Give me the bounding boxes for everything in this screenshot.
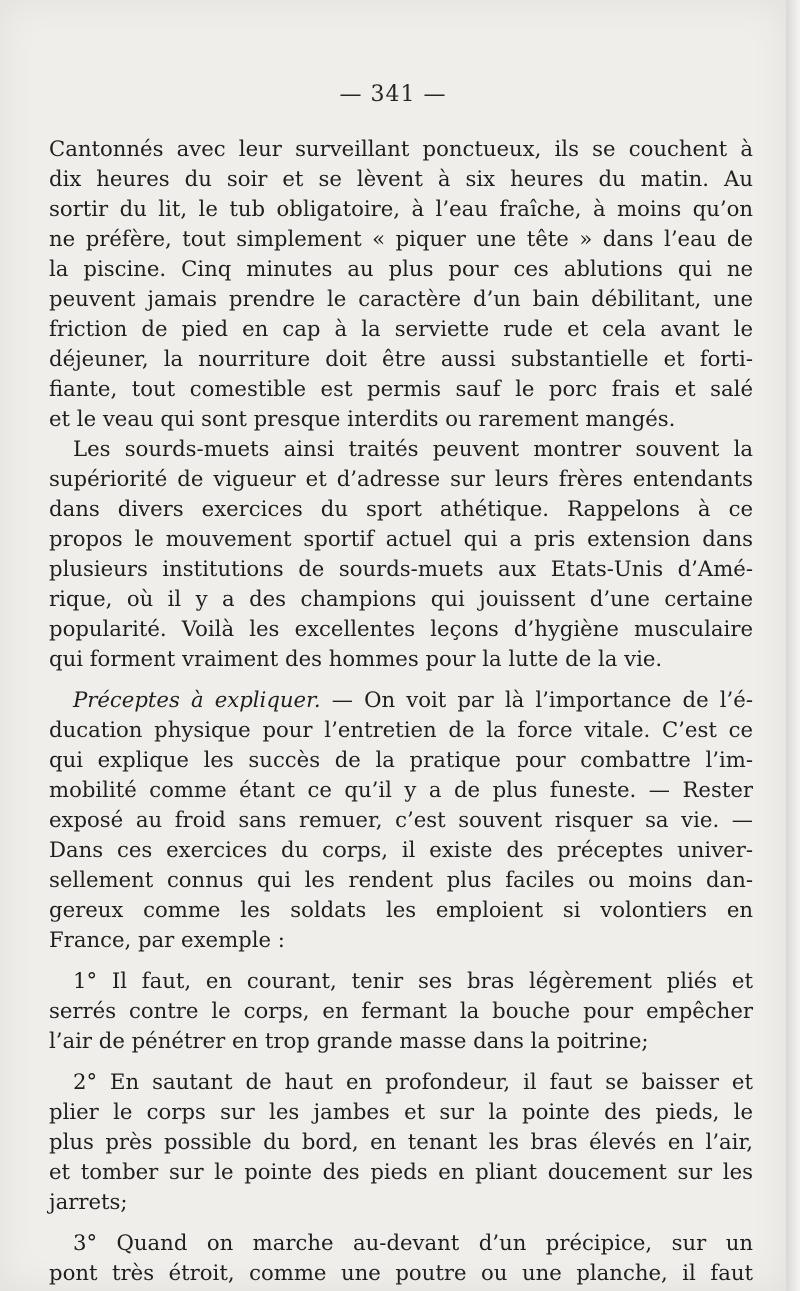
text-line: déjeuner, la nourriture doit être aussi substantielle et forti- — [49, 346, 753, 371]
text-line: plus près possible du bord, en tenant les bras élevés en l’air, — [49, 1129, 753, 1154]
text-line: serrés contre le corps, en fermant la bouche pour empêcher — [49, 998, 753, 1023]
text-line: la piscine. Cinq minutes au plus pour ces ablutions qui ne — [49, 256, 753, 281]
paragraph-precept-1 — [49, 966, 753, 1056]
page-body — [49, 134, 753, 1288]
text-line: gereux comme les soldats les emploient si volontiers en — [49, 897, 753, 922]
paragraph-hygiene-routine — [49, 134, 753, 434]
text-line: jarrets; — [49, 1189, 128, 1214]
text-line: 3° Quand on marche au-devant d’un précipice, sur un — [73, 1230, 753, 1255]
text-line: et le veau qui sont presque interdits ou rarement mangés. — [49, 406, 676, 431]
text-line: friction de pied en cap à la serviette rude et cela avant le — [49, 316, 753, 341]
text-line: pont très étroit, comme une poutre ou une planche, il faut — [49, 1260, 753, 1285]
paragraph-precept-3 — [49, 1228, 753, 1288]
text-line: 1° Il faut, en courant, tenir ses bras légèrement pliés et — [73, 968, 753, 993]
text-line: peuvent jamais prendre le caractère d’un bain débilitant, une — [49, 286, 753, 311]
text-line: popularité. Voilà les excellentes leçons d’hygiène musculaire — [49, 616, 753, 641]
text-line: fiante, tout comestible est permis sauf le porc frais et salé — [49, 376, 753, 401]
text-line: France, par exemple : — [49, 927, 285, 952]
text-line: l’air de pénétrer en trop grande masse dans la poitrine; — [49, 1028, 649, 1053]
text-line — [49, 685, 753, 715]
paragraph-preceptes — [49, 685, 753, 955]
paragraph-precept-2 — [49, 1067, 753, 1217]
text-line: et tomber sur le pointe des pieds en pliant doucement sur les — [49, 1159, 753, 1184]
text-line: dans divers exercices du sport athétique. Rappelons à ce — [49, 496, 753, 521]
text-line: plusieurs institutions de sourds-muets aux Etats-Unis d’Amé- — [49, 556, 753, 581]
text-line: dix heures du soir et se lèvent à six heures du matin. Au — [49, 166, 753, 191]
text-line: ne préfère, tout simplement « piquer une tête » dans l’eau de — [49, 226, 753, 251]
text-line: qui forment vraiment des hommes pour la lutte de la vie. — [49, 646, 663, 671]
text-line: exposé au froid sans remuer, c’est souvent risquer sa vie. — — [49, 807, 753, 832]
paragraph-sport — [49, 434, 753, 674]
text-line: sellement connus qui les rendent plus faciles ou moins dan- — [49, 867, 753, 892]
text-line: ducation physique pour l’entretien de la force vitale. C’est ce — [49, 717, 753, 742]
text-line: 2° En sautant de haut en profondeur, il faut se baisser et — [73, 1069, 753, 1094]
text-line: sortir du lit, le tub obligatoire, à l’eau fraîche, à moins qu’on — [49, 196, 753, 221]
text-line: rique, où il y a des champions qui jouissent d’une certaine — [49, 586, 753, 611]
text-line: Les sourds-muets ainsi traités peuvent montrer souvent la — [73, 436, 753, 461]
text-line: Dans ces exercices du corps, il existe des préceptes univer- — [49, 837, 753, 862]
text-fragment: — On voit par là l’importance de l’é- — [320, 687, 753, 712]
text-line: mobilité comme étant ce qu’il y a de plus funeste. — Rester — [49, 777, 753, 802]
page-edge — [786, 0, 800, 1291]
text-line: plier le corps sur les jambes et sur la pointe des pieds, le — [49, 1099, 753, 1124]
text-line: supériorité de vigueur et d’adresse sur leurs frères entendants — [49, 466, 753, 491]
page-number: — 341 — — [339, 82, 447, 107]
text-line: Cantonnés avec leur surveillant ponctueux, ils se couchent à — [49, 136, 753, 161]
text-line: propos le mouvement sportif actuel qui a pris extension dans — [49, 526, 753, 551]
section-heading-italic: Préceptes à expliquer. — [73, 687, 321, 712]
text-line: qui explique les succès de la pratique pour combattre l’im- — [49, 747, 753, 772]
